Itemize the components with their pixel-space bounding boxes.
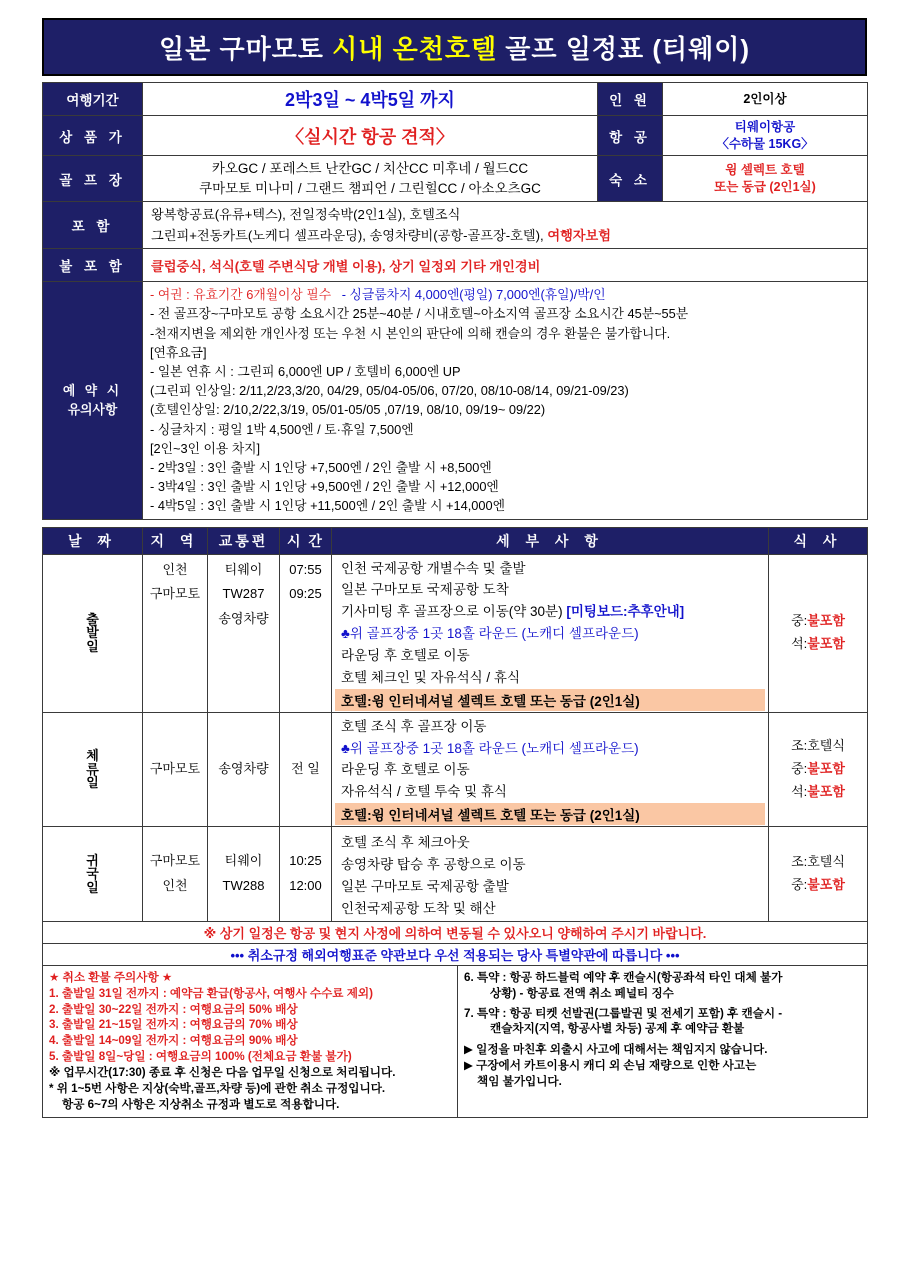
transport-item: 송영차량	[218, 610, 269, 626]
value-travel-period: 2박3일 ~ 4박5일 까지	[143, 83, 598, 116]
region-cell	[143, 827, 208, 921]
meal-label: 석:	[791, 636, 808, 652]
detail-line: 호텔 조식 후 체크아웃	[341, 835, 470, 851]
detail-line: 일본 구마모토 국제공항 도착	[341, 582, 509, 598]
detail-line: 호텔 체크인 및 자유석식 / 휴식	[341, 669, 520, 685]
page-title	[159, 29, 750, 66]
included-line2	[151, 225, 863, 246]
meals-cell	[769, 827, 868, 921]
region-item: 구마모토	[149, 853, 201, 869]
note-line: -천재지변을 제외한 개인사정 또는 우천 시 본인의 판단에 의해 캔슬의 경우 환불은 불가합니다.	[150, 325, 671, 341]
time-item: 09:25	[289, 586, 322, 602]
detail-line-golf: ♣위 골프장중 1곳 18홀 라운드 (노캐디 셀프라운드)	[341, 740, 639, 756]
detail-text: 기사미팅 후 골프장으로 이동(약 30분)	[341, 604, 567, 620]
time-item: 10:25	[289, 853, 322, 869]
cancellation-left-column	[43, 965, 458, 1118]
title-highlight: 시내 온천호텔	[332, 33, 498, 64]
day-label-char: 국	[86, 866, 99, 882]
liability-note: ▶ 구장에서 카트이용시 캐디 외 손님 재량으로 인한 사고는	[464, 1059, 757, 1073]
cancellation-policy-table	[42, 965, 868, 1119]
time-item: 07:55	[289, 561, 322, 577]
transport-cell	[208, 712, 280, 826]
special-term-6-line1: 6. 특약 : 항공 하드블럭 예약 후 캔슬시(항공좌석 타인 대체 불가	[464, 970, 783, 984]
transport-cell	[208, 827, 280, 921]
included-insurance: 여행자보험	[547, 228, 612, 244]
golf-course-line2: 쿠마모토 미나미 / 그랜드 챔피언 / 그린힐CC / 아소오츠GC	[199, 180, 541, 196]
meal-item	[772, 735, 864, 758]
meal-item	[772, 633, 864, 656]
meal-item	[772, 874, 864, 897]
detail-line-golf: ♣위 골프장중 1곳 18홀 라운드 (노캐디 셀프라운드)	[341, 626, 639, 642]
meal-value: 불포함	[807, 613, 845, 629]
table-row-cancellation	[43, 965, 868, 1118]
booking-notes-label-line1: 예 약 시	[62, 383, 123, 399]
details-cell	[332, 554, 769, 712]
cancellation-item: 2. 출발일 30~22일 전까지 : 여행요금의 50% 배상	[49, 1002, 298, 1016]
col-header-time: 시 간	[280, 527, 332, 554]
table-row-golf-course	[43, 156, 868, 202]
title-part1: 일본 구마모토	[159, 33, 333, 64]
included-line2-text: 그린피+전동카트(노케디 셀프라운딩), 송영차량비(공항-골프장-호텔),	[151, 228, 548, 244]
note-line: - 일본 연휴 시 : 그린피 6,000엔 UP / 호텔비 6,000엔 UP	[150, 364, 461, 379]
itinerary-header-row	[43, 527, 868, 554]
meal-value: 불포함	[807, 876, 845, 892]
value-pax: 2인이상	[663, 83, 868, 116]
meal-value: 불포함	[807, 636, 845, 652]
detail-line: 인천국제공항 도착 및 해산	[341, 900, 496, 916]
notice-special-terms: ••• 취소규정 해외여행표준 약관보다 우선 적용되는 당사 특별약관에 따릅니다 •••	[43, 943, 868, 965]
booking-notes-body	[143, 282, 868, 519]
region-item: 구마모토	[149, 761, 201, 777]
meal-label: 중:	[791, 613, 808, 629]
col-header-transport: 교통편	[208, 527, 280, 554]
detail-line: 송영차량 탑승 후 공항으로 이동	[341, 856, 526, 872]
day-label-stay	[43, 712, 143, 826]
title-part2: 골프 일정표 (티웨이)	[497, 33, 750, 64]
meeting-board-note: [미팅보드:추후안내]	[566, 604, 685, 620]
time-cell	[280, 827, 332, 921]
label-booking-notes	[43, 282, 143, 519]
meal-value: 불포함	[807, 761, 845, 776]
label-product-price: 상 품 가	[43, 116, 143, 156]
transport-item: TW288	[222, 877, 265, 893]
notice-schedule-change: ※ 상기 일정은 항공 및 현지 사정에 의하여 변동될 수 있사오니 양해하여 주시기 바랍니다.	[43, 921, 868, 943]
table-row	[43, 827, 868, 921]
detail-line-hotel: 호텔:윙 인터네셔널 셀렉트 호텔 또는 동급 (2인1실)	[335, 689, 765, 711]
meal-label: 석:	[791, 783, 808, 799]
product-info-table	[42, 82, 868, 282]
detail-line: 일본 구마모토 국제공항 출발	[341, 878, 509, 894]
value-product-price: 〈실시간 항공 견적〉	[143, 116, 598, 156]
detail-line: 라운딩 후 호텔로 이동	[341, 647, 470, 663]
note-line: [연휴요금]	[150, 344, 207, 360]
meal-label: 조:	[791, 738, 808, 754]
value-airline	[663, 116, 868, 156]
day-label-char: 귀	[86, 852, 99, 868]
day-label-char: 일	[86, 879, 99, 895]
table-row	[43, 712, 868, 826]
special-term-7-line1: 7. 특약 : 항공 티켓 선발권(그룹발권 및 전세기 포함) 후 캔슬시 -	[464, 1006, 783, 1020]
transport-item: 티웨이	[224, 561, 263, 577]
page-title-banner	[42, 18, 867, 76]
value-included	[143, 202, 868, 249]
day-label-char: 출	[86, 612, 99, 628]
day-label-return	[43, 827, 143, 921]
table-row-price	[43, 116, 868, 156]
day-label-char: 일	[86, 775, 99, 791]
special-term-7-line2: 캔슬차지(지역, 항공사별 차등) 공제 후 예약금 환불	[490, 1022, 745, 1036]
value-excluded: 클럽중식, 석식(호텔 주변식당 개별 이용), 상기 일정외 기타 개인경비	[143, 249, 868, 282]
meal-value: 호텔식	[807, 738, 845, 754]
value-accommodation	[663, 156, 868, 202]
airline-name: 티웨이항공	[734, 119, 796, 134]
time-item: 12:00	[289, 877, 322, 893]
day-label-departure	[43, 554, 143, 712]
note-line: (그린피 인상일: 2/11,2/23,3/20, 04/29, 05/04-05/06, 07/20, 08/10-08/14, 09/21-09/23)	[150, 383, 629, 399]
table-row-notice-blue	[43, 943, 868, 965]
cancellation-right-column	[458, 965, 868, 1118]
detail-line	[335, 601, 765, 623]
region-cell	[143, 712, 208, 826]
table-row-period	[43, 83, 868, 116]
details-cell	[332, 827, 769, 921]
note-line-passport	[150, 285, 860, 304]
note-single-room: - 싱글룸차지 4,000엔(평일) 7,000엔(휴일)/박/인	[341, 287, 606, 303]
details-cell	[332, 712, 769, 826]
hotel-name: 윙 셀렉트 호텔	[725, 162, 805, 177]
cancellation-item: 1. 출발일 31일 전까지 : 예약금 환급(항공사, 여행사 수수료 제외)	[49, 986, 373, 1000]
note-line: - 전 골프장~구마모토 공항 소요시간 25분~40분 / 시내호텔~아소지역 골프장 소요시간 45분~55분	[150, 306, 689, 322]
col-header-details: 세 부 사 항	[332, 527, 769, 554]
note-passport: - 여권 : 유효기간 6개월이상 필수	[150, 287, 332, 303]
meal-item	[772, 758, 864, 781]
note-line: - 3박4일 : 3인 출발 시 1인당 +9,500엔 / 2인 출발 시 +12,000엔	[150, 479, 499, 495]
table-row-excluded	[43, 249, 868, 282]
detail-line: 자유석식 / 호텔 투숙 및 휴식	[341, 784, 507, 800]
note-line: - 싱글차지 : 평일 1박 4,500엔 / 토·휴일 7,500엔	[150, 421, 414, 437]
detail-line: 호텔 조식 후 골프장 이동	[341, 718, 487, 734]
liability-note: ▶ 일정을 마친후 외출시 사고에 대해서는 책임지지 않습니다.	[464, 1043, 768, 1057]
col-header-meals: 식 사	[769, 527, 868, 554]
special-term-6-line2: 상황) - 항공료 전액 취소 페널티 징수	[490, 986, 674, 1000]
transport-item: 송영차량	[218, 761, 269, 777]
table-row-included	[43, 202, 868, 249]
booking-notes-table	[42, 281, 868, 519]
detail-line: 라운딩 후 호텔로 이동	[341, 762, 470, 778]
note-line: [2인~3인 이용 차지]	[150, 440, 261, 456]
region-item: 구마모토	[149, 586, 201, 602]
detail-line-hotel: 호텔:윙 인터네셔널 셀렉트 호텔 또는 동급 (2인1실)	[335, 803, 765, 825]
transport-item: 티웨이	[224, 853, 263, 869]
itinerary-table	[42, 527, 868, 966]
day-label-char: 일	[86, 638, 99, 654]
time-item: 전 일	[291, 761, 320, 777]
meal-value: 불포함	[807, 783, 845, 799]
day-label-char: 류	[86, 761, 99, 777]
cancellation-note: 항공 6~7의 사항은 지상취소 규정과 별도로 적용합니다.	[62, 1098, 340, 1112]
meal-value: 호텔식	[807, 854, 845, 870]
col-header-region: 지 역	[143, 527, 208, 554]
meals-cell	[769, 712, 868, 826]
col-header-date: 날 짜	[43, 527, 143, 554]
cancellation-note: * 위 1~5번 사항은 지상(숙박,골프,차량 등)에 관한 취소 규정입니다.	[49, 1082, 386, 1096]
meal-label: 중:	[791, 876, 808, 892]
cancellation-item: 5. 출발일 8일~당일 : 여행요금의 100% (전체요금 환불 불가)	[49, 1050, 352, 1064]
note-line: - 2박3일 : 3인 출발 시 1인당 +7,500엔 / 2인 출발 시 +8,500엔	[150, 459, 492, 475]
cancellation-note: ※ 업무시간(17:30) 종료 후 신청은 다음 업무일 신청으로 처리됩니다.	[49, 1066, 396, 1080]
cancellation-item: 3. 출발일 21~15일 전까지 : 여행요금의 70% 배상	[49, 1018, 298, 1032]
meal-item	[772, 851, 864, 874]
label-excluded: 불 포 함	[43, 249, 143, 282]
label-travel-period: 여행기간	[43, 83, 143, 116]
transport-item: TW287	[222, 586, 265, 602]
region-item: 인천	[162, 561, 188, 577]
table-row	[43, 554, 868, 712]
detail-line: 인천 국제공항 개별수속 및 출발	[341, 560, 526, 576]
table-row-booking-notes	[43, 282, 868, 519]
day-label-char: 발	[86, 625, 99, 641]
time-cell	[280, 712, 332, 826]
region-item: 인천	[162, 877, 188, 893]
liability-note: 책임 불가입니다.	[477, 1075, 562, 1089]
transport-cell	[208, 554, 280, 712]
label-golf-course: 골 프 장	[43, 156, 143, 202]
label-accommodation: 숙 소	[598, 156, 663, 202]
note-line: - 4박5일 : 3인 출발 시 1인당 +11,500엔 / 2인 출발 시 +14,000엔	[150, 498, 505, 514]
meal-item	[772, 781, 864, 804]
golf-course-line1: 카오GC / 포레스트 난칸GC / 치산CC 미후네 / 월드CC	[211, 160, 529, 176]
included-line1: 왕복항공료(유류+텍스), 전일정숙박(2인1실), 호텔조식	[151, 207, 461, 222]
label-pax: 인 원	[598, 83, 663, 116]
note-line: (호텔인상일: 2/10,2/22,3/19, 05/01-05/05 ,07/19, 08/10, 09/19~ 09/22)	[150, 402, 546, 418]
value-golf-course	[143, 156, 598, 202]
label-airline: 항 공	[598, 116, 663, 156]
label-included: 포 함	[43, 202, 143, 249]
meal-item	[772, 610, 864, 633]
meals-cell	[769, 554, 868, 712]
day-label-char: 체	[86, 748, 99, 764]
meal-label: 조:	[791, 854, 808, 870]
meal-label: 중:	[791, 761, 808, 776]
cancellation-heading: ★ 취소 환불 주의사항 ★	[49, 970, 173, 984]
table-row-notice-red	[43, 921, 868, 943]
region-cell	[143, 554, 208, 712]
time-cell	[280, 554, 332, 712]
airline-baggage: 〈수하물 15KG〉	[716, 136, 814, 151]
booking-notes-label-line2: 유의사항	[67, 402, 118, 418]
hotel-grade: 또는 동급 (2인1실)	[714, 179, 816, 194]
cancellation-item: 4. 출발일 14~09일 전까지 : 여행요금의 90% 배상	[49, 1034, 298, 1048]
